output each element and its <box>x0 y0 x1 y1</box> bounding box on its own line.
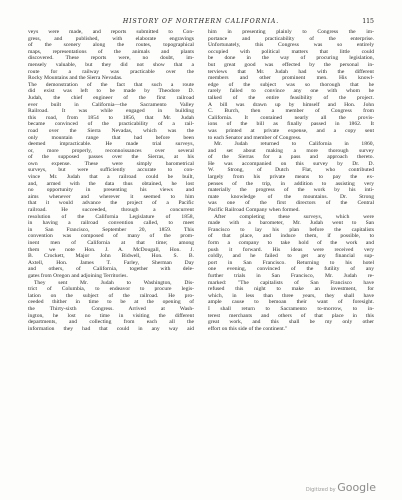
text-line: information they had that could in any way aid <box>28 325 194 332</box>
text-line: this road, from 1854 to 1856, that Mr. Judah <box>28 114 194 121</box>
text-line: in San Francisco, September 20, 1859. This <box>28 226 194 233</box>
text-line: penses of the trip, in addition to assisting very <box>208 180 374 187</box>
text-line: ever built in California—the Sacramento Valley <box>28 101 194 108</box>
text-line: ceeded thither in time to be at the opening of <box>28 299 194 306</box>
text-line: inent men of California at that time; among <box>28 240 194 246</box>
text-line: port in San Francisco. Returning to his hotel <box>208 259 374 266</box>
text-line: trict of Columbia, to endeavor to procure legis- <box>28 286 194 293</box>
text-line: Rocky Mountains and the Sierra Nevadas. <box>28 75 123 82</box>
text-line: gates from Oregon and adjoining Territories. <box>28 272 128 279</box>
text-line: them we note Hon. J. A. McDougall, Hon. J. <box>28 246 194 253</box>
text-line: Railroad. It was while engaged in building <box>28 108 194 115</box>
text-line: to each Senator and member of Congress. <box>208 134 302 141</box>
google-logo-text: Google <box>337 481 376 494</box>
text-line: Pacific Railroad Company when formed. <box>208 207 300 214</box>
text-line: edge of the subject was so thorough that he <box>208 81 374 88</box>
text-line: ington, he lost no time in visiting the different <box>28 312 194 319</box>
text-line: lation on the subject of the railroad. He pro- <box>28 292 194 299</box>
text-line: own expense. These were simply barometrical <box>28 160 194 167</box>
left-text-column <box>28 29 194 332</box>
text-line: ions of the bill as finally passed in 1862. It <box>208 121 374 128</box>
text-line: further trials in San Francisco, Mr. Judah re- <box>208 272 374 279</box>
text-line: B. Crockett, Major John Bidwell, Hon. S. B. <box>28 253 194 260</box>
text-line: materially the progress of the work by his inti- <box>208 187 374 194</box>
text-line: mensely valuable, but they did not show that a <box>28 61 194 68</box>
text-line: of the scenery along the routes, topographical <box>28 42 194 49</box>
text-line: but great good was effected by the personal in- <box>208 61 374 68</box>
text-line: railroad. He succeeded, through a concurrent <box>28 207 194 214</box>
text-line: great work, and this shall be my only other <box>208 319 374 326</box>
text-line: and others, of California, together with dele- <box>28 266 194 273</box>
text-line: rarely failed to convince any one with whom he <box>208 88 374 95</box>
text-line: surveys, but were sufficiently accurate to con- <box>28 167 194 174</box>
text-line: aims whenever and wherever it seemed to him <box>28 193 194 200</box>
text-line: C. Burch, then a member of Congress from <box>208 108 374 115</box>
text-line: members and other prominent men. His knowl- <box>208 75 374 82</box>
digitized-label: Digitized by <box>305 487 336 493</box>
text-line: which, in less than three years, they shall have <box>208 292 374 299</box>
text-line: veys were made, and reports submitted to Con- <box>28 29 194 35</box>
text-line: made with a barometer, Mr. Judah went to San <box>208 220 374 227</box>
text-line: convention was composed of many of the prom- <box>28 233 194 240</box>
text-line: A bill was drawn up by himself and Hon. John <box>208 101 374 108</box>
text-line: occupied with political matters that little could <box>208 48 374 55</box>
text-line: terest merchants and others of that place in this <box>208 312 374 319</box>
digitized-by-google-watermark <box>306 481 376 494</box>
text-line: The demonstration of the fact that such a route <box>28 81 194 88</box>
text-line: was one of the first directors of the Central <box>208 200 374 207</box>
text-line: talked of the entire feasibility of the project. <box>208 94 374 101</box>
page-number: 115 <box>362 18 374 25</box>
text-line: departments, and collecting from each all the <box>28 319 194 326</box>
text-line: was printed at private expense, and a copy sent <box>208 127 374 134</box>
text-line: discovered. These reports were, no doubt, im- <box>28 55 194 62</box>
page-header <box>28 18 374 28</box>
text-line: largely from his private means to pay the ex- <box>208 174 374 181</box>
text-line: Judah, the chief engineer of the first railroad <box>28 94 194 101</box>
text-line: marked: "The capitalists of San Francisco have <box>208 279 374 286</box>
text-line: resolution of the California Legislature of 1858, <box>28 213 194 220</box>
text-line: in having a railroad convention called, to meet <box>28 220 194 227</box>
text-line: and, armed with the data thus obtained, he lost <box>28 180 194 187</box>
text-line: portance and practicability of the enterprise. <box>208 35 374 42</box>
text-line: of the Sierras for a pass and approach thereto. <box>208 154 374 161</box>
text-line: vince Mr. Judah that a railroad could be built, <box>28 174 194 181</box>
text-line: became convinced of the practicability of a rail- <box>28 121 194 128</box>
text-line: coldly, and he failed to get any financial sup- <box>208 253 374 260</box>
text-line: W. Strong, of Dutch Flat, who contributed <box>208 167 374 174</box>
text-line: refused this night to make an investment, for <box>208 286 374 293</box>
text-line: of the supposed passes over the Sierras, at his <box>28 154 194 161</box>
text-line: gress, and published, with elaborate engravings <box>28 35 194 42</box>
text-line: form a company to take hold of the work and <box>208 240 374 246</box>
text-line: terviews that Mr. Judah had with the different <box>208 68 374 75</box>
text-line: mate knowledge of the mountains. Dr. Strong <box>208 193 374 200</box>
text-line: California. It contained nearly all the provis- <box>208 114 374 121</box>
text-line: one evening, convinced of the futility of any <box>208 266 374 273</box>
right-text-column <box>208 29 374 332</box>
text-line: Axtell, Hon. James T. Farley, Sherman Day <box>28 259 194 266</box>
text-line: route for a railway was practicable over the <box>28 68 194 75</box>
text-line: deemed impracticable. He made trial surveys, <box>28 141 194 148</box>
text-line: road over the Sierra Nevadas, which was the <box>28 127 194 134</box>
running-title: HISTORY OF NORTHERN CALIFORNIA. <box>122 18 280 25</box>
text-line: be done in the way of procuring legislation, <box>208 55 374 62</box>
text-line: of that place, and induce them, if possible, to <box>208 233 374 240</box>
text-line: effort on this side of the continent." <box>208 325 288 332</box>
text-line: did exist was left to be made by Theodore D. <box>28 88 194 95</box>
text-line: him in presenting plainly to Congress the im- <box>208 29 374 35</box>
text-line: maps, representations of the animals and plants <box>28 48 194 55</box>
text-line: and set about making a more thorough survey <box>208 147 374 154</box>
text-line: push it forward. His ideas were received very <box>208 246 374 253</box>
text-line: that it would advance the project of a Pacific <box>28 200 194 207</box>
text-line: only mountain range that had before been <box>28 134 194 141</box>
text-line: He was accompanied on this survey by Dr. D. <box>208 160 374 167</box>
text-line: ample cause to bemoan their want of foresight. <box>208 299 374 306</box>
text-line: After completing these surveys, which were <box>214 213 374 220</box>
text-line: Francisco to lay his plan before the capitalists <box>208 226 374 233</box>
text-line: I shall return to Sacramento to-morrow, to in- <box>208 305 374 312</box>
text-line: or, more properly, reconnoissances over several <box>28 147 194 154</box>
text-line: no opportunity in presenting his views and <box>28 187 194 194</box>
text-line: Unfortunately, this Congress was so entirely <box>208 42 374 49</box>
text-line: the Thirty-sixth Congress. Arrived at Wash- <box>28 305 194 312</box>
text-line: They sent Mr. Judah to Washington, Dis- <box>34 279 194 286</box>
text-line: Mr. Judah returned to California in 1860, <box>214 141 374 148</box>
